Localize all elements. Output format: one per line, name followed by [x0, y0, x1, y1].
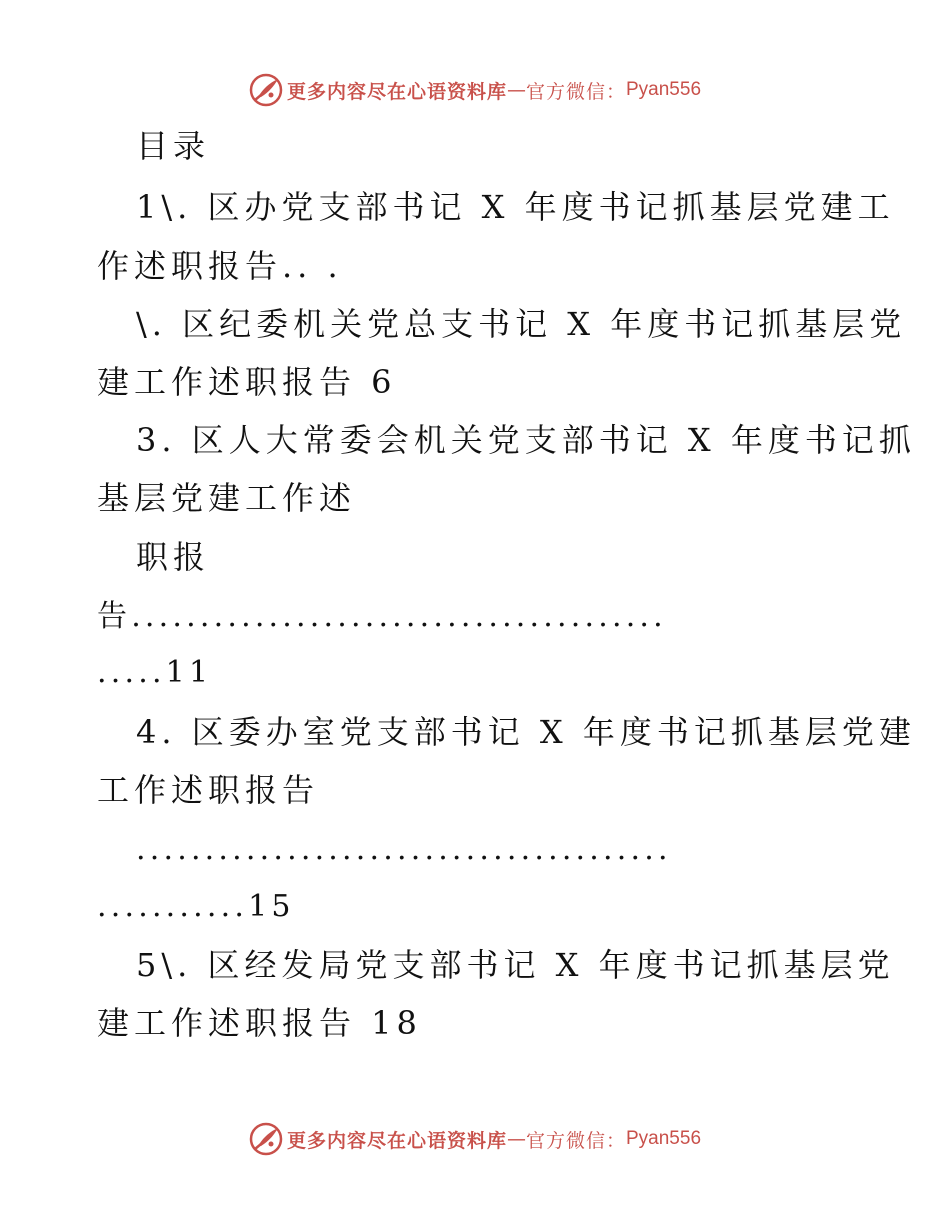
- toc-entry-4-line-1: 4. 区委办室党支部书记 X 年度书记抓基层党建: [136, 713, 916, 751]
- footer-banner: [0, 1119, 950, 1159]
- toc-entry-5-line-1: 5\. 区经发局党支部书记 X 年度书记抓基层党: [136, 946, 895, 984]
- toc-entry-4-line-3: .......................................: [136, 832, 672, 867]
- banner-wechat-id: Pyan556: [626, 79, 702, 100]
- toc-entry-2-line-1: \. 区纪委机关党总支书记 X 年度书记抓基层党: [136, 305, 907, 343]
- quill-logo-icon: [249, 73, 283, 107]
- toc-entry-5-line-2: 建工作述职报告 18: [97, 1004, 422, 1042]
- toc-entry-4-line-4: ...........15: [97, 889, 295, 924]
- banner-wechat-id: Pyan556: [626, 1128, 702, 1149]
- banner-wechat-label: 官方微信：: [525, 80, 626, 103]
- toc-entry-4-line-2: 工作述职报告: [97, 771, 320, 809]
- banner-wechat-label: 官方微信：: [525, 1129, 626, 1152]
- quill-logo-icon: [249, 1122, 283, 1156]
- toc-title: 目录: [136, 127, 211, 165]
- banner-dash: —: [506, 79, 526, 101]
- banner-dash: —: [506, 1128, 526, 1150]
- toc-entry-1-line-1: 1\. 区办党支部书记 X 年度书记抓基层党建工: [136, 188, 895, 226]
- toc-entry-2-line-2: 建工作述职报告 6: [97, 363, 397, 401]
- banner-site-name: 更多内容尽在心语资料库: [286, 80, 507, 103]
- header-banner: [0, 70, 950, 110]
- toc-entry-3-line-3: 职报: [136, 538, 211, 576]
- toc-entry-3-line-5: .....11: [97, 655, 213, 690]
- toc-entry-3-line-4: 告.......................................: [97, 599, 667, 634]
- toc-entry-1-line-2: 作述职报告.. .: [97, 247, 343, 285]
- toc-entry-3-line-2: 基层党建工作述: [97, 479, 357, 517]
- banner-site-name: 更多内容尽在心语资料库: [286, 1129, 507, 1152]
- toc-entry-3-line-1: 3. 区人大常委会机关党支部书记 X 年度书记抓: [136, 421, 916, 459]
